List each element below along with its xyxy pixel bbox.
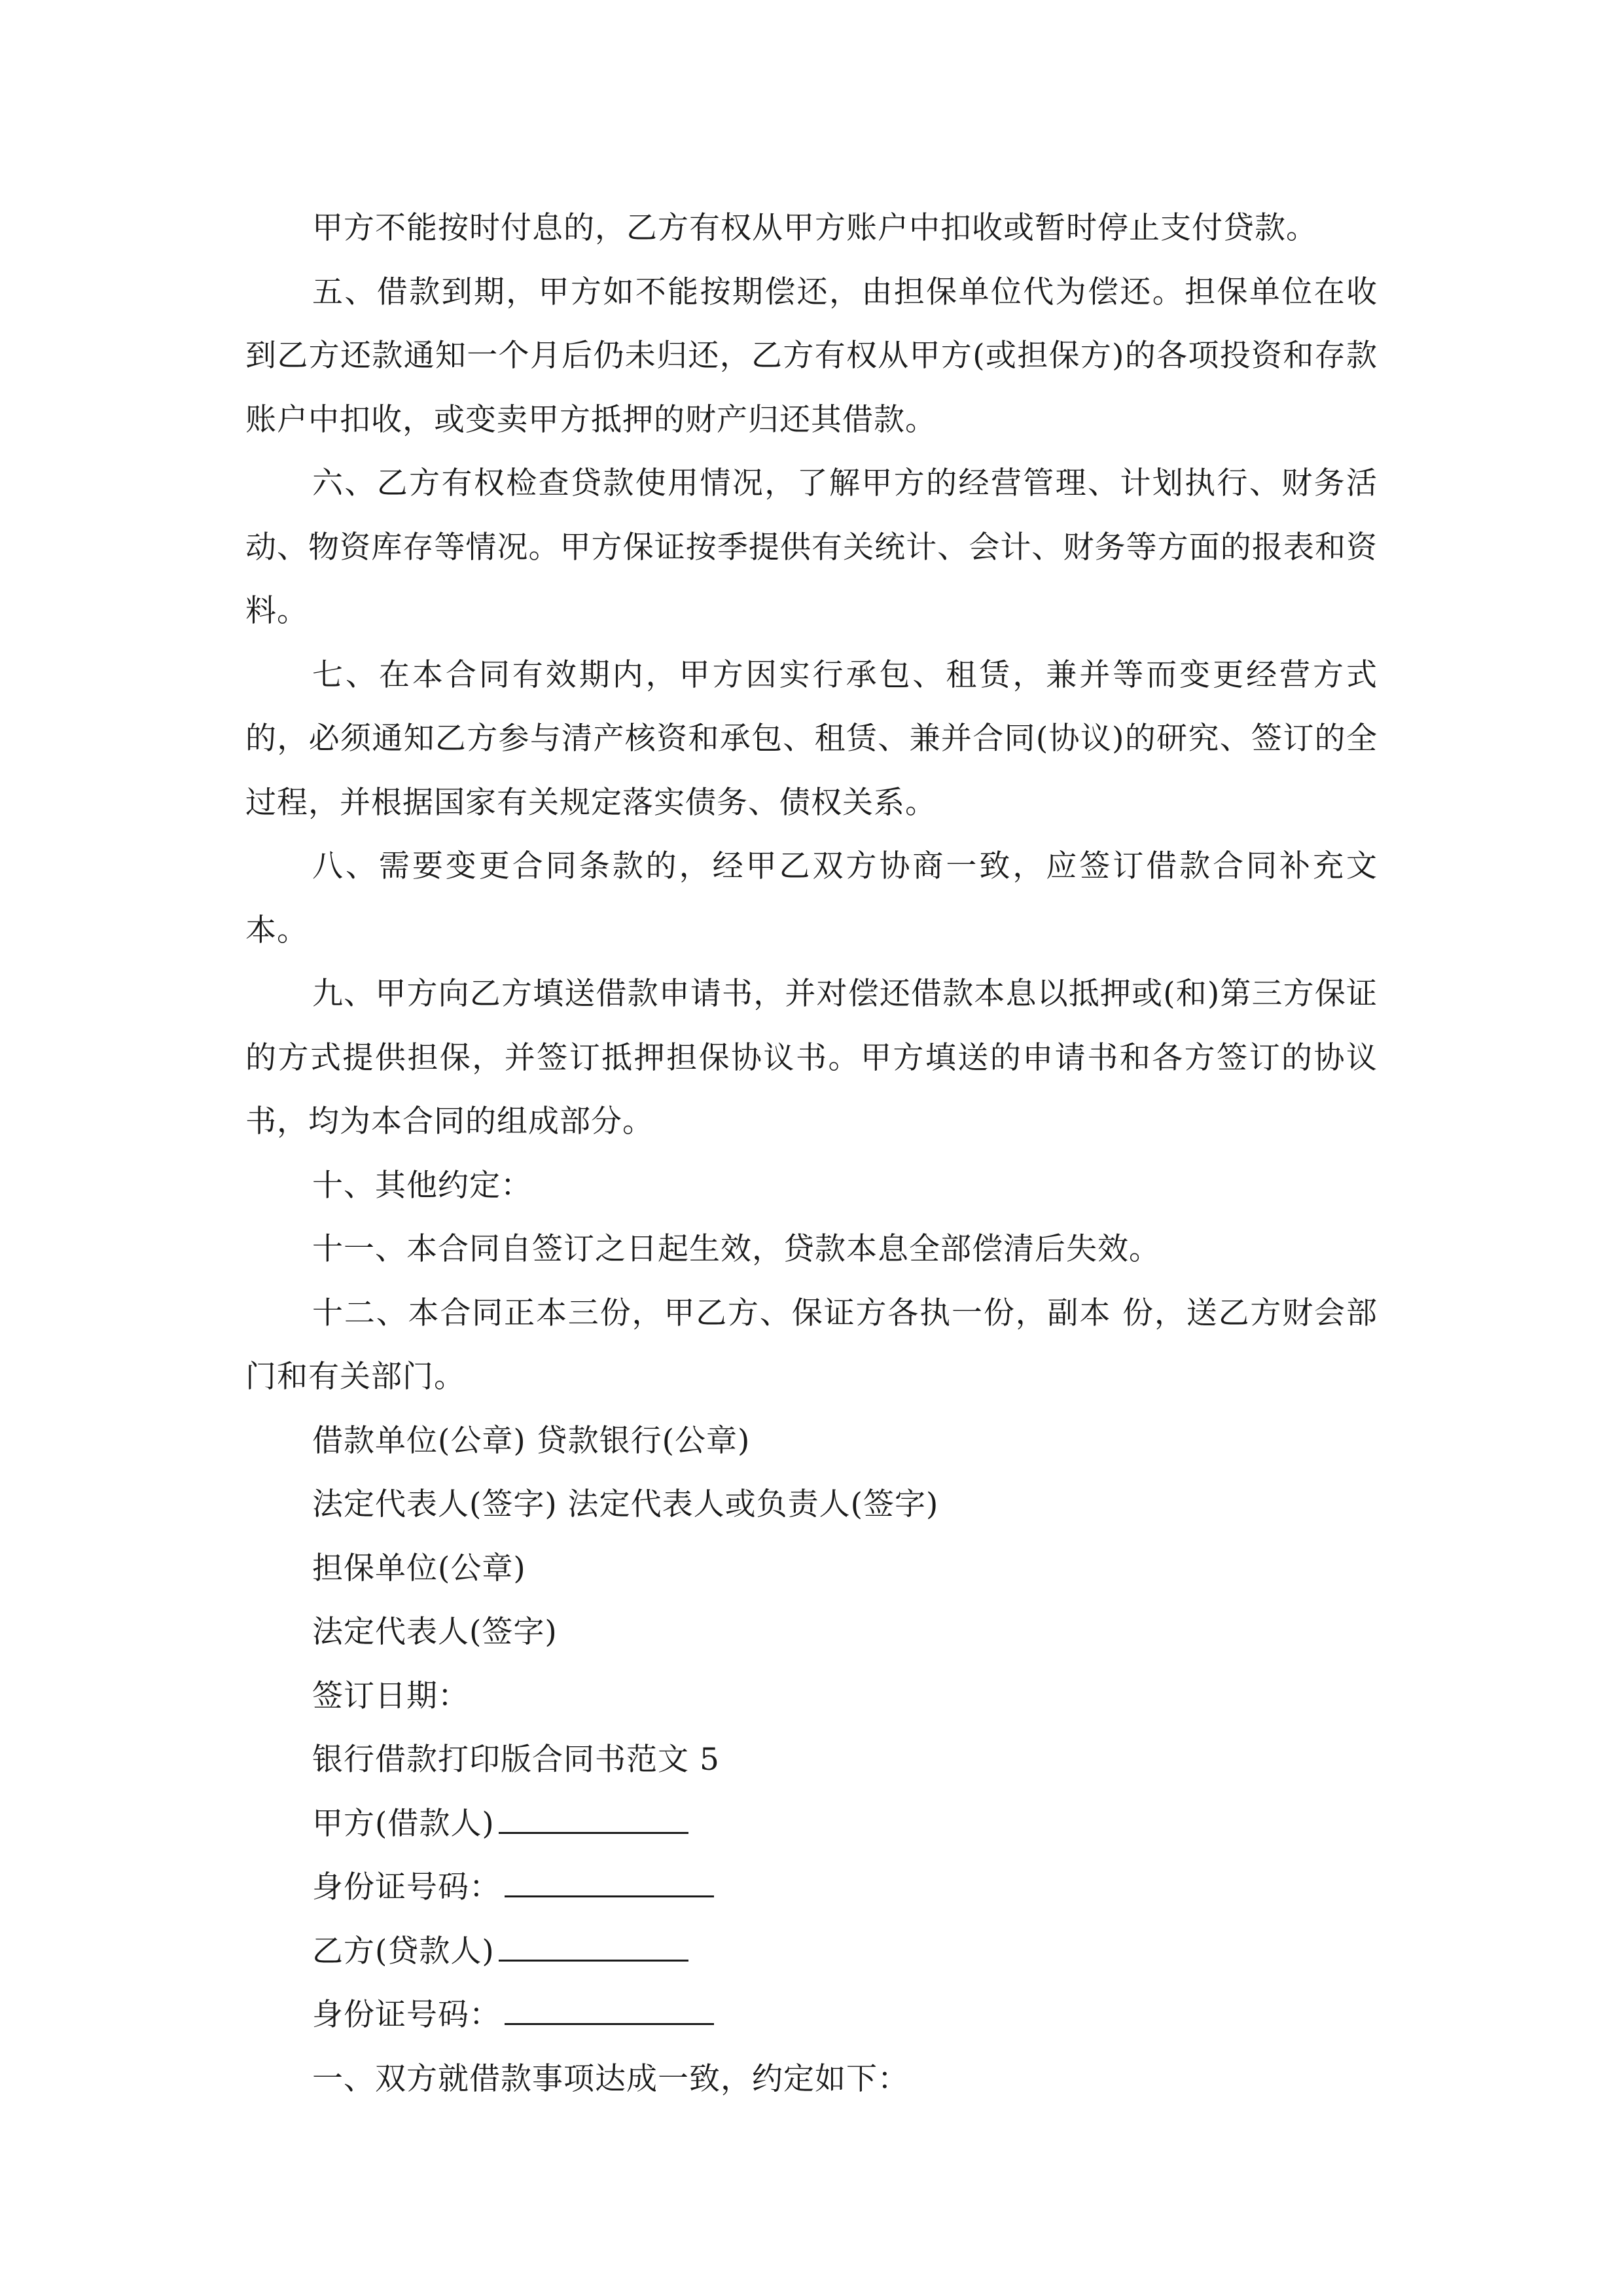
field-lender-id <box>245 1983 1378 2047</box>
clause-6: 六、乙方有权检查贷款使用情况，了解甲方的经营管理、计划执行、财务活动、物资库存等情况。甲方保证按季提供有关统计、会计、财务等方面的报表和资料。 <box>245 465 1378 629</box>
clause-8: 八、需要变更合同条款的，经甲乙双方协商一致，应签订借款合同补充文本。 <box>245 848 1378 948</box>
section-title: 银行借款打印版合同书范文 5 <box>312 1742 720 1778</box>
clause-5: 五、借款到期，甲方如不能按期偿还，由担保单位代为偿还。担保单位在收到乙方还款通知一个月后仍未归还，乙方有权从甲方(或担保方)的各项投资和存款账户中扣收，或变卖甲方抵押的财产归还其借款。 <box>245 274 1378 438</box>
paragraph-interest-deduction: 甲方不能按时付息的，乙方有权从甲方账户中扣收或暂时停止支付贷款。 <box>312 210 1317 246</box>
clause-12: 十二、本合同正本三份，甲乙方、保证方各执一份，副本 份，送乙方财会部门和有关部门。 <box>245 1295 1378 1395</box>
field-borrower-id-label: 身份证号码： <box>312 1869 501 1905</box>
field-borrower-label: 甲方(借款人) <box>312 1805 495 1842</box>
field-borrower-blank[interactable] <box>499 1803 688 1834</box>
signature-guarantor-representative: 法定代表人(签字) <box>312 1614 558 1650</box>
field-borrower-id-blank[interactable] <box>505 1867 714 1897</box>
clause-10: 十、其他约定： <box>312 1167 532 1204</box>
signature-guarantor: 担保单位(公章) <box>312 1550 526 1587</box>
field-borrower <box>245 1792 1378 1856</box>
clause-9: 九、甲方向乙方填送借款申请书，并对偿还借款本息以抵押或(和)第三方保证的方式提供担保，并签订抵押担保协议书。甲方填送的申请书和各方签订的协议书，均为本合同的组成部分。 <box>245 976 1378 1139</box>
clause-11: 十一、本合同自签订之日起生效，贷款本息全部偿清后失效。 <box>312 1231 1160 1267</box>
clause-7: 七、在本合同有效期内，甲方因实行承包、租赁，兼并等而变更经营方式的，必须通知乙方参与清产核资和承包、租赁、兼并合同(协议)的研究、签订的全过程，并根据国家有关规定落实债务、债权关系。 <box>245 656 1378 821</box>
field-borrower-id <box>245 1856 1378 1920</box>
field-lender-id-blank[interactable] <box>505 1994 714 2025</box>
field-lender-id-label: 身份证号码： <box>312 1997 501 2033</box>
document-body <box>245 196 1378 2111</box>
agreement-intro: 一、双方就借款事项达成一致，约定如下： <box>312 2060 909 2097</box>
signature-borrower-lender: 借款单位(公章) 贷款银行(公章) <box>312 1422 751 1459</box>
field-lender-blank[interactable] <box>499 1931 688 1962</box>
signing-date: 签订日期： <box>312 1677 469 1714</box>
signature-representatives: 法定代表人(签字) 法定代表人或负责人(签字) <box>312 1486 939 1522</box>
field-lender <box>245 1920 1378 1984</box>
field-lender-label: 乙方(贷款人) <box>312 1933 495 1969</box>
